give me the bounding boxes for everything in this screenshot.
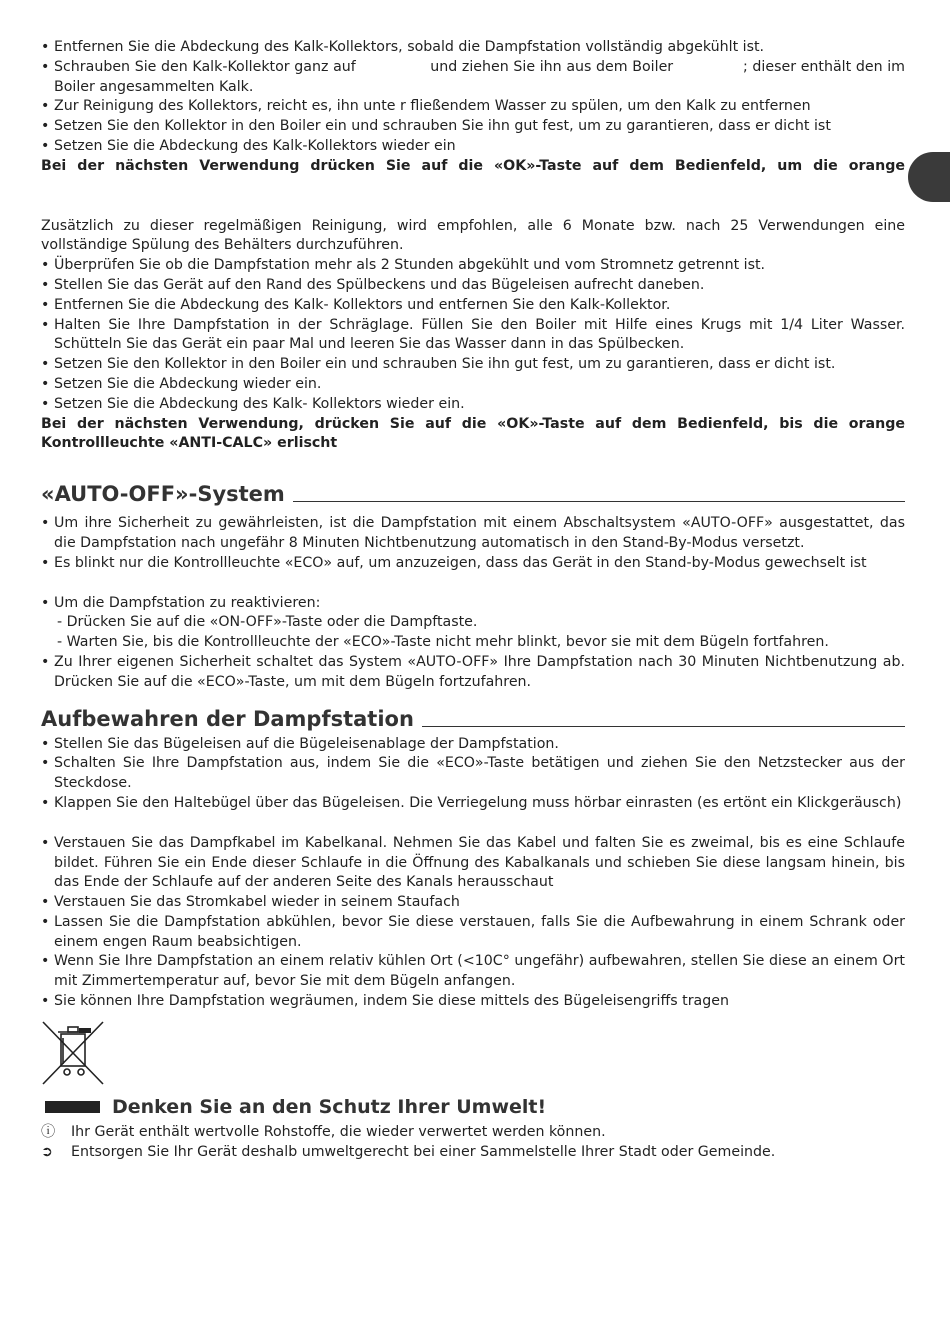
list-item: • Um ihre Sicherheit zu gewährleisten, ist die Dampfstation mit einem Abschaltsystem «AUTO-OFF» ausgestattet, das die Dampfstation nach ungefähr 8 Minuten Nichtbenutzung automatisch in den Stand-By-Modus versetzt. [41,514,905,554]
list-item: • Setzen Sie den Kollektor in den Boiler ein und schrauben Sie ihn gut fest, um zu garantieren, dass er dicht ist. [41,355,905,375]
rinse-intro: Zusätzlich zu dieser regelmäßigen Reinigung, wird empfohlen, alle 6 Monate bzw. nach 25 Verwendungen eine vollständige Spülung des Behälters durchzuführen. [41,217,905,254]
crossed-out-wheelie-bin-icon [41,1020,105,1086]
list-item: • Verstauen Sie das Stromkabel wieder in seinem Staufach [41,893,905,913]
environment-item [41,1123,905,1143]
list-item: • Zu Ihrer eigenen Sicherheit schaltet das System «AUTO-OFF» Ihre Dampfstation nach 30 Minuten Nichtbenutzung ab. Drücken Sie auf die «ECO»-Taste, um mit dem Bügeln fortzufahren. [41,653,905,693]
list-item: • Schrauben Sie den Kalk-Kollektor ganz auf und ziehen Sie ihn aus dem Boiler ; dieser enthält den im Boiler angesammelten Kalk. [41,58,905,98]
rinse-steps-list [41,256,905,414]
storage-list-1 [41,735,905,814]
list-item: • Entfernen Sie die Abdeckung des Kalk-Kollektors, sobald die Dampfstation vollständig abgekühlt ist. [41,38,905,58]
list-item: • Setzen Sie die Abdeckung wieder ein. [41,375,905,395]
list-item: • Zur Reinigung des Kollektors, reicht es, ihn unte r fließendem Wasser zu spülen, um den Kalk zu entfernen [41,97,905,117]
arrow-right-icon: ➲ [41,1143,53,1160]
cleaning-steps-list [41,38,910,157]
page-edge-tab-marker [908,152,950,202]
environment-heading [41,1094,905,1120]
rinse-bold-note: Bei der nächsten Verwendung, drücken Sie auf die «OK»-Taste auf dem Bedienfeld, bis die orange Kontrollleuchte «ANTI-CALC» erlischt [41,415,905,452]
auto-off-list [41,514,905,573]
environment-item-text: Entsorgen Sie Ihr Gerät deshalb umweltgerecht bei einer Sammelstelle Ihrer Stadt oder Gemeinde. [71,1143,776,1160]
list-item: • Setzen Sie die Abdeckung des Kalk-Kollektors wieder ein [41,137,905,157]
list-item: • Überprüfen Sie ob die Dampfstation mehr als 2 Stunden abgekühlt und vom Stromnetz getrennt ist. [41,256,905,276]
cleaning-bold-note: Bei der nächsten Verwendung drücken Sie auf die «OK»-Taste auf dem Bedienfeld, um die orange [41,157,905,174]
list-item: • Setzen Sie den Kollektor in den Boiler ein und schrauben Sie ihn gut fest, um zu garantieren, dass er dicht ist [41,117,905,137]
heading-bar [45,1101,100,1113]
storage-list-2 [41,834,905,1012]
heading-rule [422,726,905,727]
environment-list [41,1123,905,1163]
list-item: • Es blinkt nur die Kontrollleuchte «ECO» auf, um anzuzeigen, dass das Gerät in den Stand-by-Modus gewechselt ist [41,554,905,574]
auto-off-heading [41,480,905,508]
list-item: • Verstauen Sie das Dampfkabel im Kabelkanal. Nehmen Sie das Kabel und falten Sie es zweimal, bis es eine Schlaufe bildet. Führen Sie ein Ende dieser Schlaufe in die Öffnung des Kabalkanals und schieben Sie diese langsam hinein, bis das Ende der Schlaufe auf der anderen Seite des Kanals herausschaut [41,834,905,893]
environment-item [41,1143,905,1163]
list-item: • Schalten Sie Ihre Dampfstation aus, indem Sie die «ECO»-Taste betätigen und ziehen Sie den Netzstecker aus der Steckdose. [41,754,905,794]
list-item: • Stellen Sie das Gerät auf den Rand des Spülbeckens und das Bügeleisen aufrecht daneben. [41,276,905,296]
sub-step: - Drücken Sie auf die «ON-OFF»-Taste oder die Dampftaste. [57,614,478,631]
list-item: • Sie können Ihre Dampfstation wegräumen, indem Sie diese mittels des Bügeleisengriffs tragen [41,992,905,1012]
info-icon: ⓘ [41,1123,56,1140]
list-item: • Setzen Sie die Abdeckung des Kalk- Kollektors wieder ein. [41,395,905,415]
list-item: • Lassen Sie die Dampfstation abkühlen, bevor Sie diese verstauen, falls Sie die Aufbewahrung in einem Schrank oder einem engen Raum beabsichtigen. [41,913,905,953]
list-item: • Stellen Sie das Bügeleisen auf die Bügeleisenablage der Dampfstation. [41,735,905,755]
storage-heading-text: Aufbewahren der Dampfstation [41,706,414,731]
environment-item-text: Ihr Gerät enthält wertvolle Rohstoffe, die wieder verwertet werden können. [71,1123,606,1140]
auto-off-reactivate-list [41,594,905,693]
auto-off-heading-text: «AUTO-OFF»-System [41,482,285,507]
list-item: • Klappen Sie den Haltebügel über das Bügeleisen. Die Verriegelung muss hörbar einrasten (es ertönt ein Klickgeräusch) [41,794,905,814]
list-item: • Entfernen Sie die Abdeckung des Kalk- Kollektors und entfernen Sie den Kalk-Kollektor. [41,296,905,316]
list-item: • Um die Dampfstation zu reaktivieren: [41,594,905,614]
heading-rule [293,501,905,502]
list-item: • Wenn Sie Ihre Dampfstation an einem relativ kühlen Ort (<10C° ungefähr) aufbewahren, stellen Sie diese an einem Ort mit Zimmertemperatur auf, bevor Sie mit dem Bügeln anfangen. [41,952,905,992]
list-item: • Halten Sie Ihre Dampfstation in der Schräglage. Füllen Sie den Boiler mit Hilfe eines Krugs mit 1/4 Liter Wasser. Schütteln Sie das Gerät ein paar Mal und leeren Sie das Wasser dann in das Spülbecken. [41,316,905,356]
environment-heading-text: Denken Sie an den Schutz Ihrer Umwelt! [112,1095,547,1118]
storage-heading [41,705,905,733]
sub-step: - Warten Sie, bis die Kontrollleuchte der «ECO»-Taste nicht mehr blinkt, bevor sie mit dem Bügeln fortfahren. [57,634,829,651]
manual-page [41,38,910,1162]
